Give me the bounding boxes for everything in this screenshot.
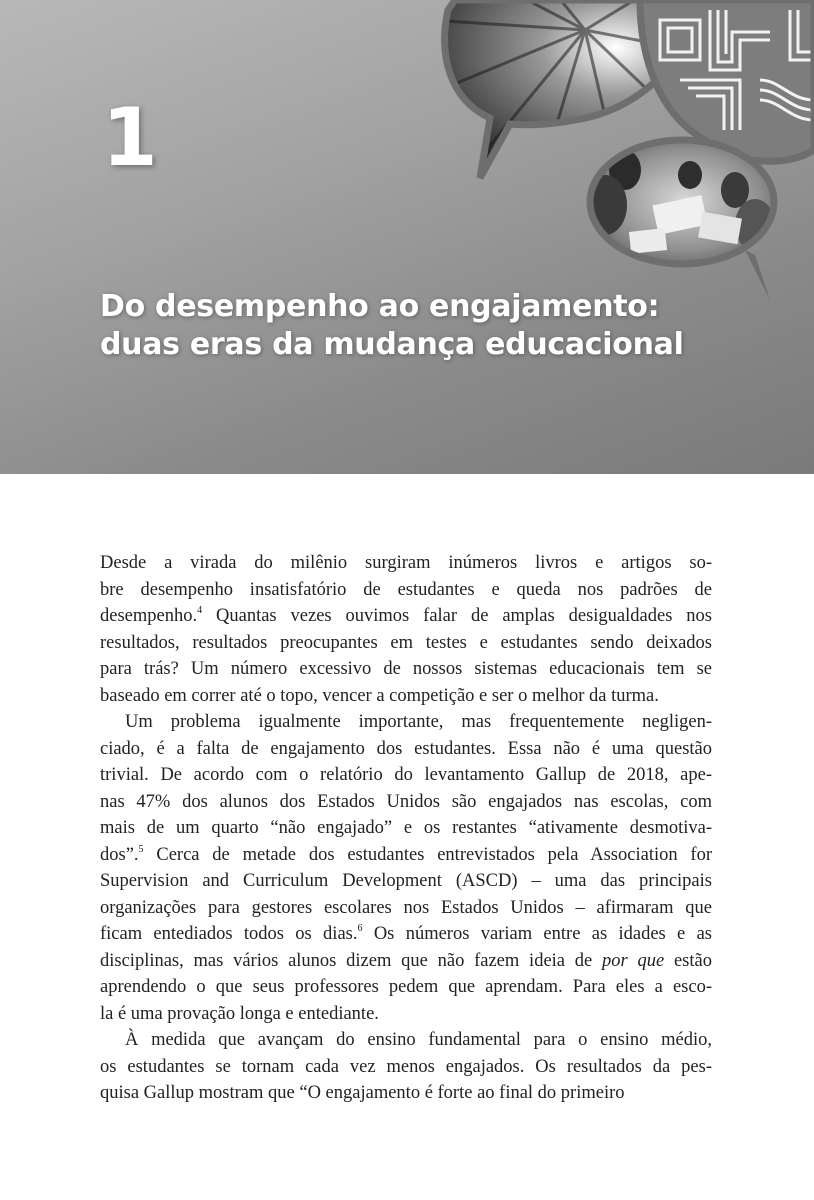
text-run: Quantas vezes ouvimos falar de amplas desigualdades nos xyxy=(202,606,712,626)
text-line xyxy=(100,895,712,922)
text-run: Cerca de metade dos estudantes entrevistados pela Association for xyxy=(143,844,712,865)
text-line xyxy=(100,762,712,789)
text-run: os estudantes se tornam cada vez menos engajados. Os resultados da pes- xyxy=(100,1056,712,1077)
text-line xyxy=(100,630,712,657)
text-line xyxy=(100,789,712,816)
text-run: la é uma provação longa e entediante. xyxy=(100,1003,379,1024)
text-line xyxy=(100,868,712,895)
text-run: estão xyxy=(664,950,712,971)
footnote-marker: 6 xyxy=(357,923,363,934)
text-run: ciado, é a falta de engajamento dos estudantes. Essa não é uma questão xyxy=(100,738,712,759)
body-paragraph xyxy=(100,1027,712,1107)
body-paragraph xyxy=(100,709,712,1027)
chapter-title xyxy=(100,288,720,364)
text-run: Desde a virada do milênio surgiram inúmeros livros e artigos so- xyxy=(100,553,712,573)
text-line xyxy=(100,1001,712,1028)
body-paragraph xyxy=(100,550,712,709)
text-run: Um problema igualmente importante, mas frequentemente negligen- xyxy=(125,712,712,732)
emphasis-text: por que xyxy=(602,950,665,971)
text-run: aprendendo o que seus professores pedem que aprendam. Para eles a esco- xyxy=(100,977,712,997)
text-run: mais de um quarto “não engajado” e os restantes “ativamente desmotiva- xyxy=(100,818,712,838)
text-line xyxy=(100,683,712,710)
text-run: baseado em correr até o topo, vencer a competição e ser o melhor da turma. xyxy=(100,685,659,706)
chapter-header-banner xyxy=(0,0,814,474)
text-line xyxy=(100,603,712,630)
footnote-marker: 4 xyxy=(197,605,203,616)
chapter-title-line: duas eras da mudança educacional xyxy=(100,327,684,362)
text-run: dos”. xyxy=(100,844,139,865)
text-run: disciplinas, mas vários alunos dizem que não fazem ideia de xyxy=(100,950,603,971)
text-line xyxy=(100,815,712,842)
text-run: nas 47% dos alunos dos Estados Unidos são engajados nas escolas, com xyxy=(100,791,712,812)
text-run: organizações para gestores escolares nos Estados Unidos – afirmaram que xyxy=(100,897,712,918)
text-run: para trás? Um número excessivo de nossos sistemas educacionais tem se xyxy=(100,659,712,679)
chapter-number: 1 xyxy=(102,91,158,184)
text-line xyxy=(100,948,712,975)
text-line xyxy=(100,656,712,683)
text-run: resultados, resultados preocupantes em testes e estudantes sendo deixados xyxy=(100,632,712,653)
text-run: Supervision and Curriculum Development (ASCD) – uma das principais xyxy=(100,871,712,891)
text-line xyxy=(100,550,712,577)
text-line xyxy=(100,921,712,948)
text-line xyxy=(100,577,712,604)
chapter-body-text xyxy=(100,550,712,1107)
text-run: desempenho. xyxy=(100,606,198,626)
speech-bubbles-collage-image xyxy=(0,0,814,474)
text-line xyxy=(100,736,712,763)
text-run: ficam entediados todos os dias. xyxy=(100,924,358,944)
text-line xyxy=(100,1054,712,1081)
chapter-title-line: Do desempenho ao engajamento: xyxy=(100,289,660,324)
text-line xyxy=(100,709,712,736)
text-run: bre desempenho insatisfatório de estudantes e queda nos padrões de xyxy=(100,579,712,600)
text-line xyxy=(100,842,712,869)
text-line xyxy=(100,1080,712,1107)
footnote-marker: 5 xyxy=(138,843,144,855)
text-run: quisa Gallup mostram que “O engajamento é forte ao final do primeiro xyxy=(100,1083,625,1103)
text-run: Os números variam entre as idades e as xyxy=(362,924,712,944)
text-run: À medida que avançam do ensino fundamental para o ensino médio, xyxy=(125,1030,712,1050)
text-run: trivial. De acordo com o relatório do levantamento Gallup de 2018, ape- xyxy=(100,765,712,785)
text-line xyxy=(100,974,712,1001)
text-line xyxy=(100,1027,712,1054)
